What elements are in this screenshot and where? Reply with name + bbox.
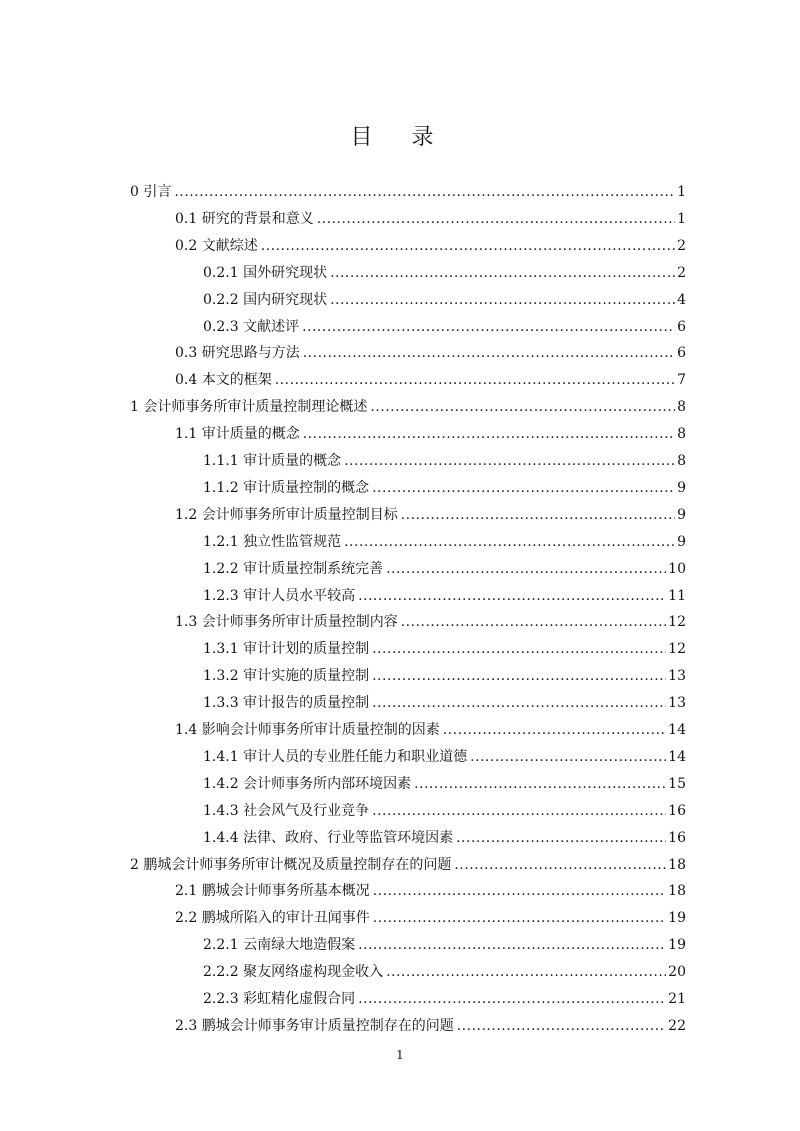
toc-entry-page: 21 bbox=[668, 991, 686, 1007]
toc-leader-dots bbox=[358, 933, 666, 957]
toc-leader-dots bbox=[443, 718, 666, 742]
toc-entry-label: 0.1 研究的背景和意义 bbox=[175, 210, 314, 227]
toc-entry-label: 2.2.1 云南绿大地造假案 bbox=[203, 937, 356, 954]
toc-leader-dots bbox=[456, 826, 666, 850]
toc-entry[interactable] bbox=[130, 395, 686, 419]
toc-leader-dots bbox=[401, 503, 675, 527]
toc-entry-label: 1.1.1 审计质量的概念 bbox=[203, 453, 342, 469]
toc-entry-page: 8 bbox=[677, 426, 686, 443]
toc-entry-label: 1.4.1 审计人员的专业胜任能力和职业道德 bbox=[203, 748, 468, 765]
toc-entry-label: 0.3 研究思路与方法 bbox=[175, 345, 300, 362]
toc-entry-label: 1.2.3 审计人员水平较高 bbox=[203, 587, 356, 604]
toc-entry-label: 2.1 鹏城会计师事务所基本概况 bbox=[175, 883, 370, 900]
toc-entry-page: 16 bbox=[668, 802, 686, 819]
toc-leader-dots bbox=[317, 207, 675, 231]
toc-entry-page: 10 bbox=[668, 560, 686, 577]
toc-entry-label: 1.2.1 独立性监管规范 bbox=[203, 533, 342, 550]
toc-entry[interactable] bbox=[203, 826, 686, 850]
toc-entry-label: 1.1.2 审计质量控制的概念 bbox=[203, 479, 370, 496]
toc-entry[interactable] bbox=[175, 234, 686, 258]
toc-entry-label: 0.2.2 国内研究现状 bbox=[203, 291, 328, 308]
toc-leader-dots bbox=[401, 610, 666, 634]
toc-entry-label: 0.2.3 文献述评 bbox=[203, 318, 300, 335]
toc-leader-dots bbox=[344, 449, 675, 473]
toc-entry-page: 1 bbox=[677, 210, 686, 227]
toc-entry[interactable] bbox=[175, 718, 686, 742]
toc-entry-page: 6 bbox=[677, 345, 686, 362]
toc-leader-dots bbox=[386, 960, 666, 984]
toc-entry-page: 9 bbox=[677, 506, 686, 523]
toc-title: 目 录 bbox=[350, 125, 450, 150]
toc-entry-label: 1.2 会计师事务所审计质量控制目标 bbox=[175, 506, 398, 523]
toc-entry-label: 2.2.3 彩虹精化虚假合同 bbox=[203, 991, 356, 1007]
toc-entry[interactable] bbox=[203, 933, 686, 957]
toc-entry[interactable] bbox=[175, 610, 686, 634]
toc-entry[interactable] bbox=[175, 341, 686, 365]
toc-entry[interactable] bbox=[203, 530, 686, 554]
toc-entry-page: 1 bbox=[677, 184, 686, 200]
toc-leader-dots bbox=[302, 315, 675, 339]
toc-entry-page: 9 bbox=[677, 533, 686, 550]
toc-entry-page: 20 bbox=[668, 964, 686, 981]
toc-leader-dots bbox=[386, 557, 666, 581]
toc-entry[interactable] bbox=[203, 960, 686, 984]
toc-entry-label: 1.4 影响会计师事务所审计质量控制的因素 bbox=[175, 722, 440, 738]
toc-leader-dots bbox=[261, 234, 675, 258]
toc-entry[interactable] bbox=[203, 315, 686, 339]
toc-entry[interactable] bbox=[203, 772, 686, 796]
toc-entry-label: 1.2.2 审计质量控制系统完善 bbox=[203, 560, 384, 577]
toc-entry[interactable] bbox=[203, 557, 686, 581]
toc-entry[interactable] bbox=[203, 745, 686, 769]
toc-entry-page: 2 bbox=[677, 264, 686, 281]
toc-entry-page: 18 bbox=[668, 883, 686, 900]
toc-entry[interactable] bbox=[130, 180, 686, 204]
toc-leader-dots bbox=[372, 799, 666, 823]
toc-entry-label: 2.3 鹏城会计师事务审计质量控制存在的问题 bbox=[175, 1017, 454, 1034]
toc-entry-label: 0.2 文献综述 bbox=[175, 237, 258, 254]
toc-entry-label: 0.2.1 国外研究现状 bbox=[203, 264, 328, 281]
toc-entry-page: 12 bbox=[668, 641, 686, 658]
toc-leader-dots bbox=[330, 288, 675, 312]
toc-entry-page: 12 bbox=[668, 614, 686, 631]
toc-entry-label: 1.3.3 审计报告的质量控制 bbox=[203, 695, 370, 712]
toc-entry-label: 2.2 鹏城所陷入的审计丑闻事件 bbox=[175, 910, 370, 927]
toc-leader-dots bbox=[344, 530, 675, 554]
toc-entry[interactable] bbox=[130, 853, 686, 877]
toc-entry-label: 1 会计师事务所审计质量控制理论概述 bbox=[130, 399, 368, 416]
toc-entry[interactable] bbox=[203, 637, 686, 661]
toc-entry-page: 2 bbox=[677, 237, 686, 254]
toc-entry-page: 9 bbox=[677, 479, 686, 496]
toc-entry[interactable] bbox=[203, 261, 686, 285]
toc-entry-label: 1.1 审计质量的概念 bbox=[175, 426, 300, 443]
toc-entry-page: 8 bbox=[677, 399, 686, 416]
toc-leader-dots bbox=[373, 906, 666, 930]
toc-entry[interactable] bbox=[203, 987, 686, 1011]
toc-entry-page: 13 bbox=[668, 695, 686, 712]
toc-entry[interactable] bbox=[203, 476, 686, 500]
toc-entry-page: 6 bbox=[677, 318, 686, 335]
toc-entry-page: 22 bbox=[668, 1017, 686, 1034]
toc-leader-dots bbox=[454, 853, 666, 877]
toc-entry-label: 1.4.2 会计师事务所内部环境因素 bbox=[203, 775, 412, 792]
toc-entry-label: 1.4.4 法律、政府、行业等监管环境因素 bbox=[203, 829, 454, 846]
toc-entry[interactable] bbox=[175, 1014, 686, 1038]
toc-entry-label: 1.4.3 社会风气及行业竞争 bbox=[203, 802, 370, 819]
toc-entry[interactable] bbox=[203, 288, 686, 312]
toc-leader-dots bbox=[303, 422, 675, 446]
toc-entry-page: 19 bbox=[668, 910, 686, 927]
toc-entry-label: 1.3 会计师事务所审计质量控制内容 bbox=[175, 614, 398, 631]
toc-entry[interactable] bbox=[175, 207, 686, 231]
toc-leader-dots bbox=[372, 664, 666, 688]
toc-entry-page: 14 bbox=[668, 722, 686, 738]
toc-entry-label: 2 鹏城会计师事务所审计概况及质量控制存在的问题 bbox=[130, 856, 452, 873]
toc-leader-dots bbox=[358, 584, 666, 608]
toc-leader-dots bbox=[372, 691, 666, 715]
toc-entry-page: 15 bbox=[668, 775, 686, 792]
toc-entry[interactable] bbox=[203, 799, 686, 823]
toc-entry-page: 13 bbox=[668, 668, 686, 685]
toc-entry-page: 16 bbox=[668, 829, 686, 846]
toc-entry[interactable] bbox=[175, 879, 686, 903]
toc-leader-dots bbox=[414, 772, 666, 796]
toc-leader-dots bbox=[358, 987, 666, 1011]
toc-leader-dots bbox=[330, 261, 675, 285]
toc-entry-page: 8 bbox=[677, 453, 686, 469]
toc-entry[interactable] bbox=[175, 503, 686, 527]
toc-leader-dots bbox=[373, 879, 666, 903]
page-number: 1 bbox=[396, 1048, 404, 1062]
toc-leader-dots bbox=[370, 395, 675, 419]
toc-entry-label: 2.2.2 聚友网络虚构现金收入 bbox=[203, 964, 384, 981]
toc-entry-page: 14 bbox=[668, 748, 686, 765]
toc-entry[interactable] bbox=[175, 368, 686, 392]
toc-entry[interactable] bbox=[203, 449, 686, 473]
toc-leader-dots bbox=[372, 476, 675, 500]
toc-entry-page: 7 bbox=[677, 372, 686, 389]
toc-leader-dots bbox=[275, 368, 675, 392]
toc-entry[interactable] bbox=[175, 422, 686, 446]
toc-leader-dots bbox=[457, 1014, 666, 1038]
toc-leader-dots bbox=[303, 341, 675, 365]
toc-entry[interactable] bbox=[203, 664, 686, 688]
toc-entry-label: 0.4 本文的框架 bbox=[175, 372, 272, 389]
toc-entry-label: 0 引言 bbox=[130, 184, 172, 200]
toc-leader-dots bbox=[470, 745, 666, 769]
toc-leader-dots bbox=[372, 637, 666, 661]
toc-entry-label: 1.3.1 审计计划的质量控制 bbox=[203, 641, 370, 658]
toc-entry[interactable] bbox=[175, 906, 686, 930]
toc-entry-page: 4 bbox=[677, 291, 686, 308]
toc-entry-page: 18 bbox=[668, 856, 686, 873]
toc-entry-label: 1.3.2 审计实施的质量控制 bbox=[203, 668, 370, 685]
toc-entry[interactable] bbox=[203, 691, 686, 715]
toc-entry-page: 11 bbox=[668, 587, 686, 604]
toc-entry-page: 19 bbox=[668, 937, 686, 954]
toc-entry[interactable] bbox=[203, 584, 686, 608]
toc-leader-dots bbox=[174, 180, 675, 204]
